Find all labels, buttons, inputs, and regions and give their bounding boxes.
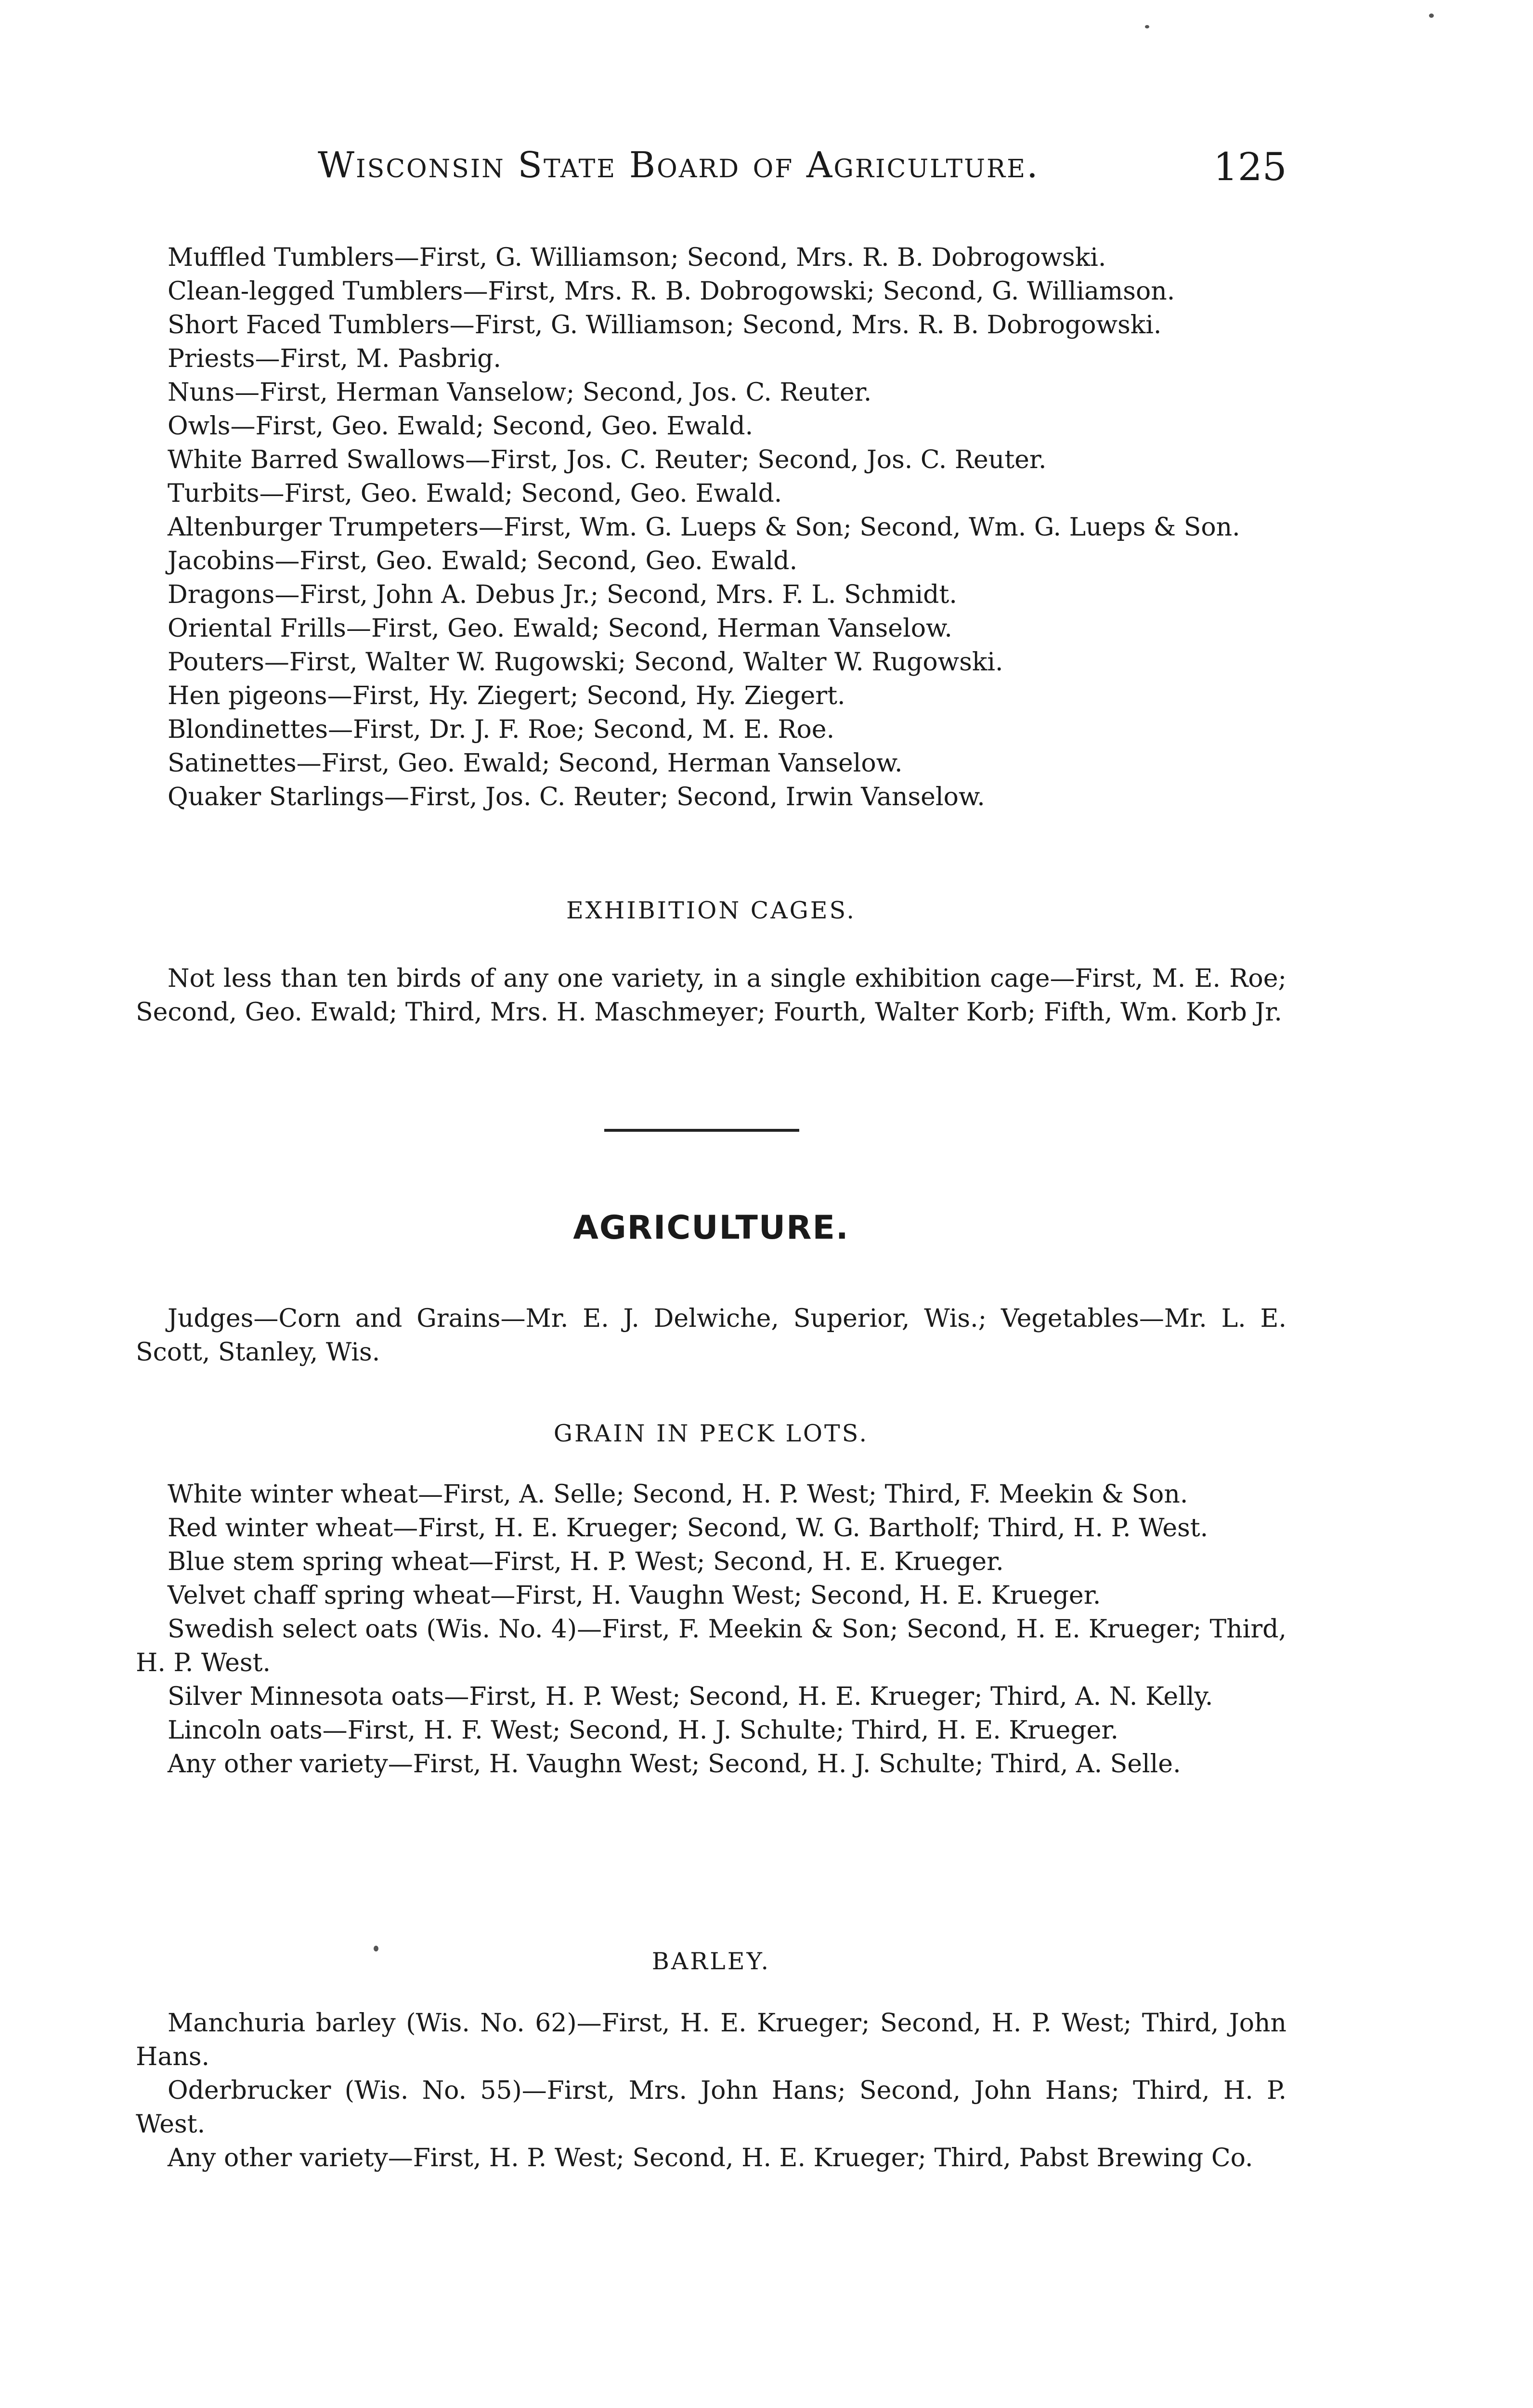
barley-awards-list	[136, 2006, 1286, 2175]
barley-heading: BARLEY.	[651, 1948, 771, 1975]
list-item: Quaker Starlings—First, Jos. C. Reuter; Second, Irwin Vanselow.	[168, 783, 985, 811]
list-item: Red winter wheat—First, H. E. Krueger; Second, W. G. Bartholf; Third, H. P. West.	[168, 1514, 1208, 1543]
list-item: Owls—First, Geo. Ewald; Second, Geo. Ewald.	[168, 412, 754, 441]
page-number: 125	[1213, 144, 1287, 189]
section-divider	[604, 1129, 799, 1132]
list-item: Blondinettes—First, Dr. J. F. Roe; Second, M. E. Roe.	[168, 715, 835, 744]
list-item: Blue stem spring wheat—First, H. P. West; Second, H. E. Krueger.	[168, 1547, 1004, 1576]
scan-speck	[1145, 25, 1149, 28]
pigeon-awards-list	[136, 241, 1286, 814]
list-item: Manchuria barley (Wis. No. 62)—First, H. E. Krueger; Second, H. P. West; Third, John Hans.	[136, 2009, 1286, 2071]
list-item: White winter wheat—First, A. Selle; Second, H. P. West; Third, F. Meekin & Son.	[168, 1480, 1188, 1509]
list-item: Jacobins—First, Geo. Ewald; Second, Geo. Ewald.	[168, 547, 798, 576]
exhibition-cages-heading: EXHIBITION CAGES.	[566, 897, 856, 924]
list-item: Muffled Tumblers—First, G. Williamson; Second, Mrs. R. B. Dobrogowski.	[168, 243, 1106, 272]
running-header: Wisconsin State Board of Agriculture.	[318, 144, 1039, 186]
grain-awards-list	[136, 1478, 1286, 1781]
list-item: Silver Minnesota oats—First, H. P. West; Second, H. E. Krueger; Third, A. N. Kelly.	[168, 1682, 1213, 1711]
paragraph: Judges—Corn and Grains—Mr. E. J. Delwiche, Superior, Wis.; Vegetables—Mr. L. E. Scott, Stanley, Wis.	[136, 1304, 1286, 1367]
paragraph: Not less than ten birds of any one variety, in a single exhibition cage—First, M. E. Roe; Second, Geo. Ewald; Third, Mrs. H. Maschmeyer; Fourth, Walter Korb; Fifth, Wm. Korb Jr.	[136, 964, 1286, 1027]
scan-speck	[1429, 13, 1434, 18]
judges-text	[136, 1302, 1286, 1369]
list-item: Clean-legged Tumblers—First, Mrs. R. B. Dobrogowski; Second, G. Williamson.	[168, 277, 1175, 306]
grain-heading: GRAIN IN PECK LOTS.	[553, 1420, 869, 1447]
scan-speck	[374, 1946, 378, 1951]
list-item: Oderbrucker (Wis. No. 55)—First, Mrs. John Hans; Second, John Hans; Third, H. P. West.	[136, 2076, 1286, 2139]
list-item: Pouters—First, Walter W. Rugowski; Second, Walter W. Rugowski.	[168, 648, 1003, 677]
list-item: Dragons—First, John A. Debus Jr.; Second, Mrs. F. L. Schmidt.	[168, 580, 957, 609]
list-item: Satinettes—First, Geo. Ewald; Second, Herman Vanselow.	[168, 749, 903, 778]
list-item: Any other variety—First, H. Vaughn West; Second, H. J. Schulte; Third, A. Selle.	[168, 1750, 1181, 1779]
list-item: Priests—First, M. Pasbrig.	[168, 344, 501, 373]
agriculture-heading: AGRICULTURE.	[573, 1209, 849, 1247]
list-item: Hen pigeons—First, Hy. Ziegert; Second, Hy. Ziegert.	[168, 681, 845, 710]
exhibition-cages-text	[136, 962, 1286, 1029]
list-item: Nuns—First, Herman Vanselow; Second, Jos. C. Reuter.	[168, 378, 872, 407]
list-item: Short Faced Tumblers—First, G. Williamson; Second, Mrs. R. B. Dobrogowski.	[168, 311, 1162, 340]
list-item: Oriental Frills—First, Geo. Ewald; Second, Herman Vanselow.	[168, 614, 952, 643]
list-item: White Barred Swallows—First, Jos. C. Reuter; Second, Jos. C. Reuter.	[168, 445, 1047, 474]
list-item: Turbits—First, Geo. Ewald; Second, Geo. Ewald.	[168, 479, 782, 508]
list-item: Velvet chaff spring wheat—First, H. Vaughn West; Second, H. E. Krueger.	[168, 1581, 1101, 1610]
list-item: Lincoln oats—First, H. F. West; Second, H. J. Schulte; Third, H. E. Krueger.	[168, 1716, 1119, 1745]
list-item: Any other variety—First, H. P. West; Second, H. E. Krueger; Third, Pabst Brewing Co.	[168, 2144, 1253, 2172]
list-item: Swedish select oats (Wis. No. 4)—First, F. Meekin & Son; Second, H. E. Krueger; Third, H. P. West.	[136, 1615, 1286, 1677]
list-item: Altenburger Trumpeters—First, Wm. G. Lueps & Son; Second, Wm. G. Lueps & Son.	[168, 513, 1240, 542]
